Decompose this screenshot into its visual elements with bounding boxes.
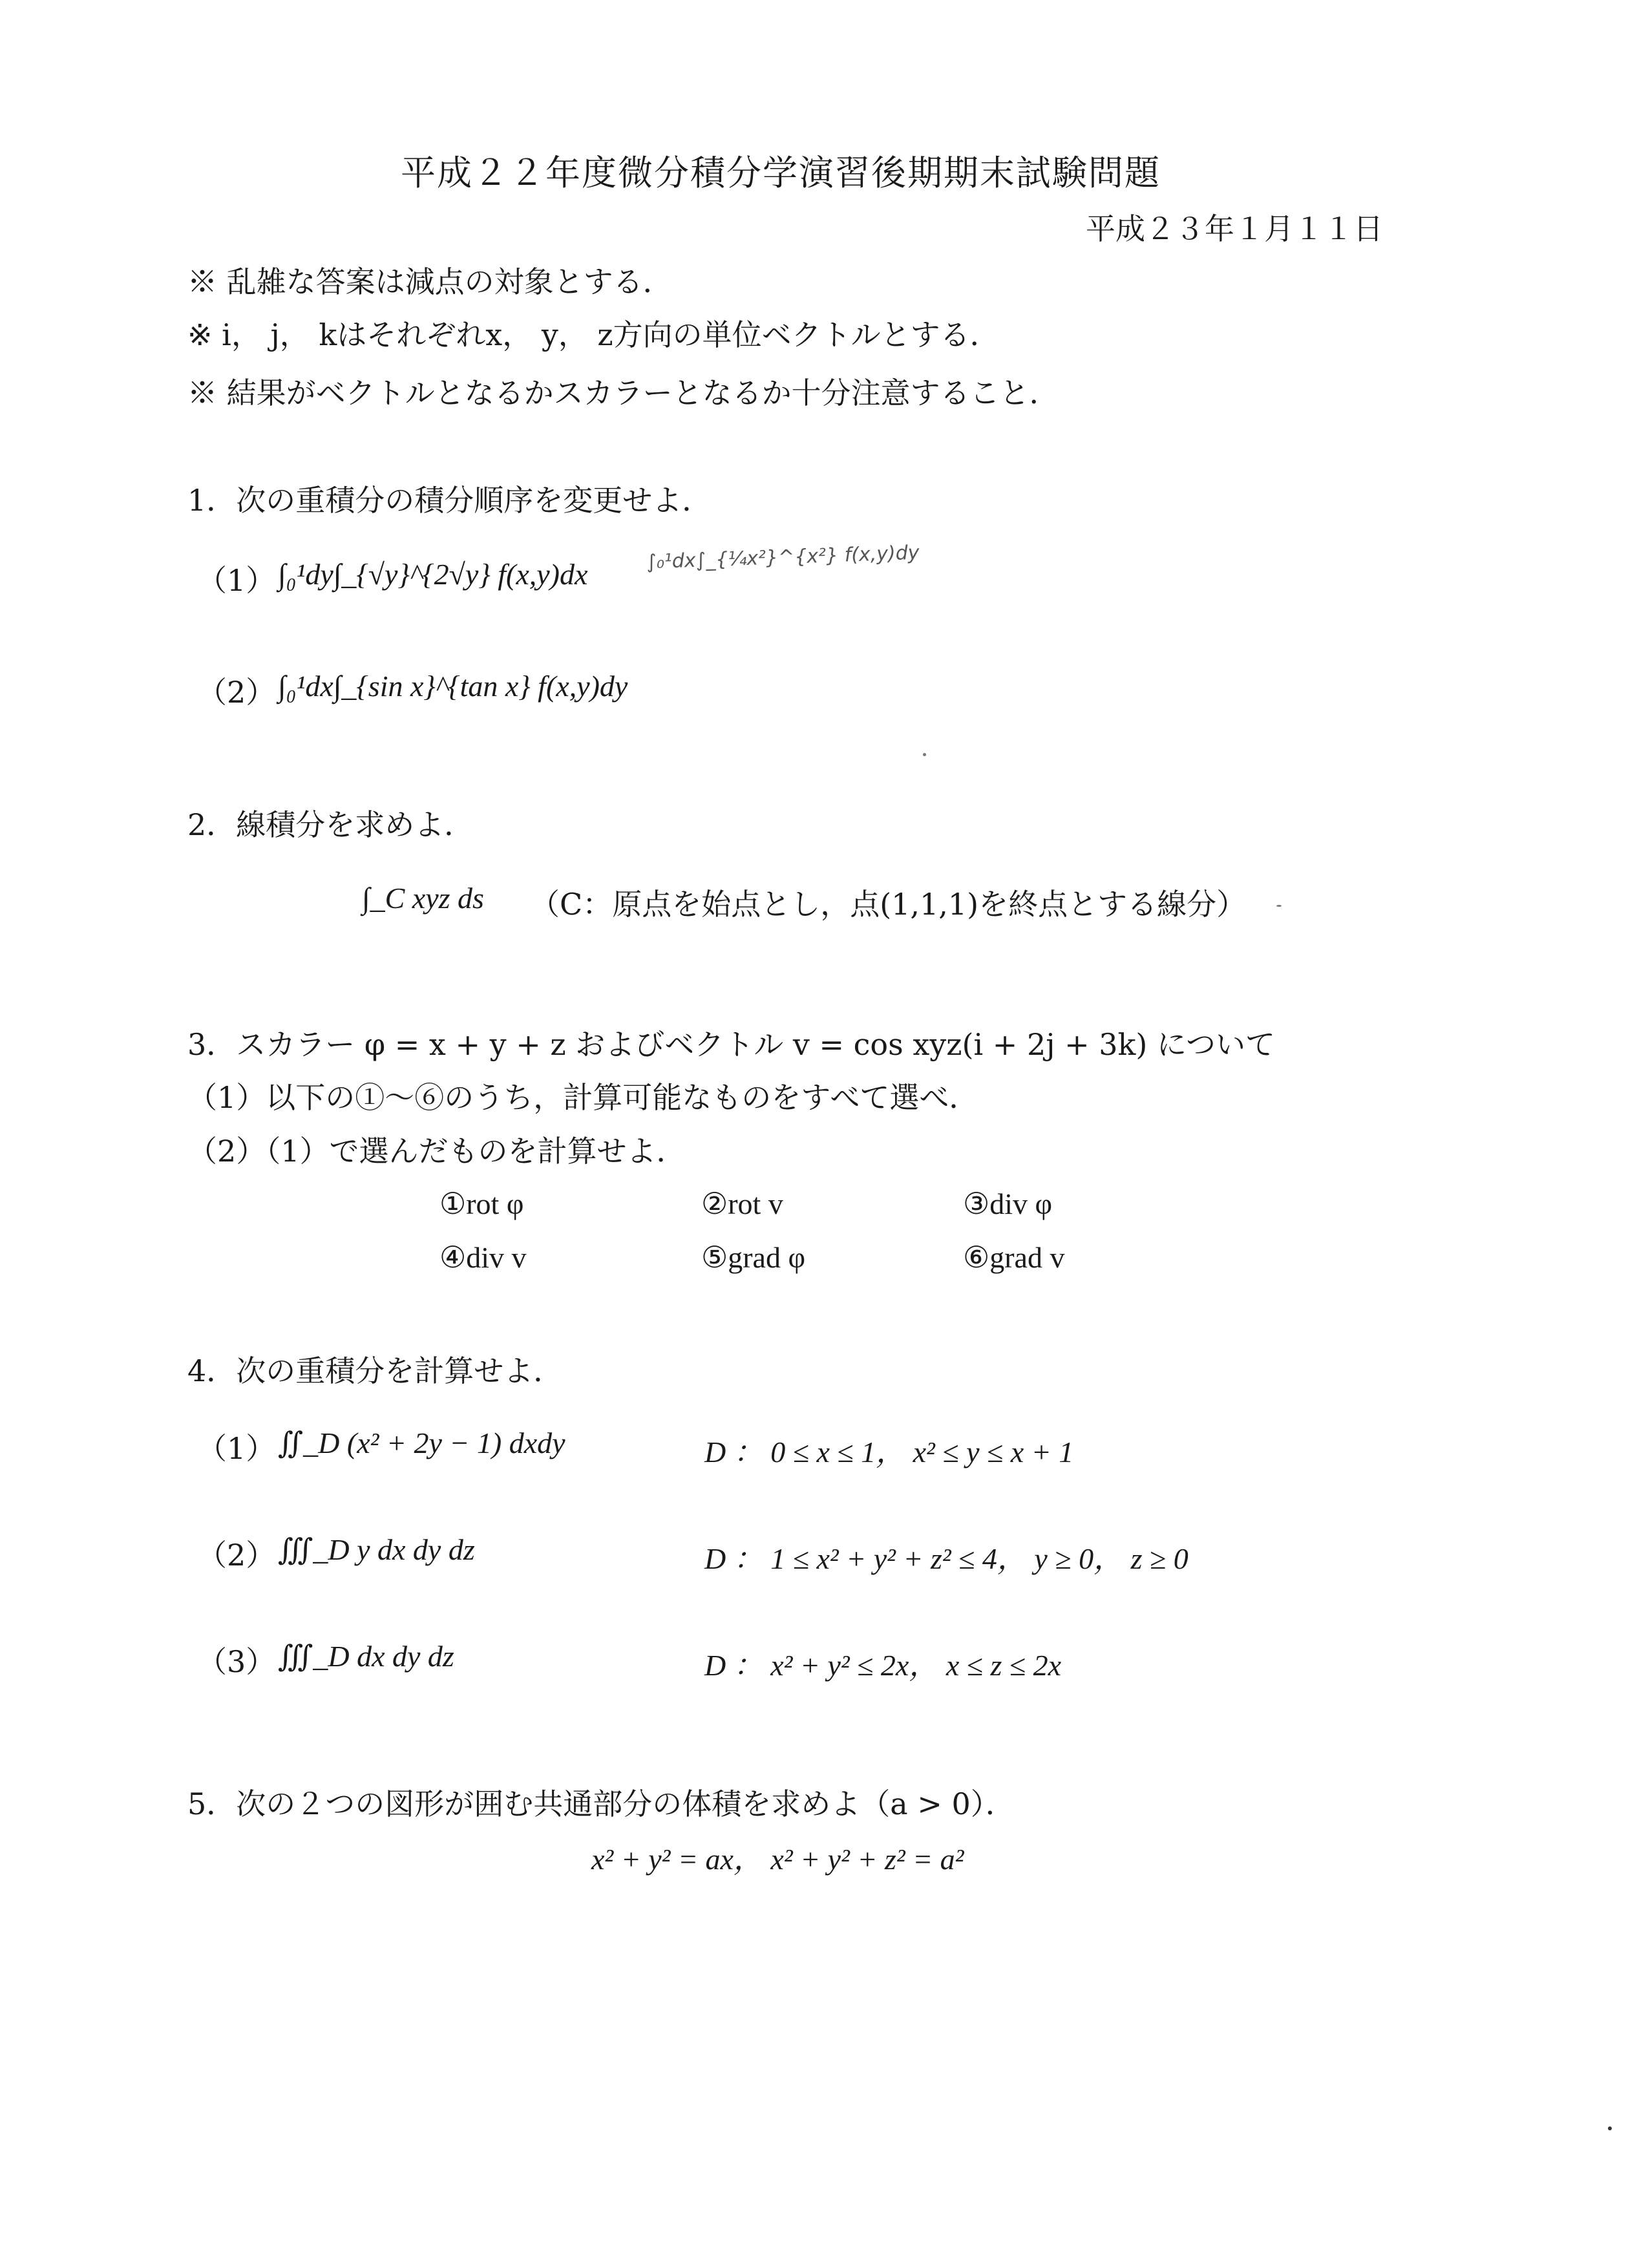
q4-item-3-label: （3）: [197, 1644, 276, 1679]
q3-sub2: （2）（1）で選んだものを計算せよ．: [187, 1134, 686, 1169]
q3-option-5: ⑤grad φ: [701, 1241, 806, 1274]
exam-date: 平成２３年１月１１日: [1086, 211, 1383, 246]
q1-p1-label: （1）: [197, 563, 276, 598]
q2-heading: 2．線積分を求めよ．: [187, 807, 474, 842]
q5-heading: 5．次の２つの図形が囲む共通部分の体積を求めよ（a > 0）．: [187, 1786, 1015, 1821]
note-2: ※ i， j， kはそれぞれx， y， z方向の単位ベクトルとする．: [187, 317, 1000, 352]
q4-item-1-integral: ∬_D (x² + 2y − 1) dxdy: [278, 1426, 565, 1459]
handwritten-answer: ∫₀¹dx∫_{¼x²}^{x²} f(x,y)dy: [646, 541, 920, 574]
q4-item-3-domain: D ： x² + y² ≤ 2x， x ≤ z ≤ 2x: [704, 1649, 1062, 1682]
scan-speck: [1276, 905, 1282, 907]
q3-option-1: ①rot φ: [439, 1187, 524, 1220]
q4-item-2-domain: D ： 1 ≤ x² + y² + z² ≤ 4， y ≥ 0， z ≥ 0: [704, 1542, 1188, 1575]
note-1: ※ 乱雑な答案は減点の対象とする．: [187, 264, 673, 299]
q4-item-1-domain: D ： 0 ≤ x ≤ 1， x² ≤ y ≤ x + 1: [704, 1436, 1074, 1468]
q2-condition: （C：原点を始点とし，点(1,1,1)を終点とする線分）: [530, 887, 1247, 922]
q1-p2-label: （2）: [197, 675, 276, 710]
note-3: ※ 結果がベクトルとなるかスカラーとなるか十分注意すること．: [187, 376, 1059, 410]
q1-heading: 1．次の重積分の積分順序を変更せよ．: [187, 483, 712, 518]
q4-item-3-integral: ∭_D dx dy dz: [278, 1640, 454, 1673]
q3-option-2: ②rot v: [701, 1187, 783, 1220]
q2-line-integral: ∫_C xyz ds: [362, 882, 484, 915]
q3-heading: 3．スカラー φ = x + y + z およびベクトル v = cos xyz(i + 2j + 3k) について: [187, 1027, 1276, 1062]
q3-option-4: ④div v: [439, 1241, 527, 1274]
q4-item-2-integral: ∭_D y dx dy dz: [278, 1533, 475, 1566]
q4-item-2-label: （2）: [197, 1538, 276, 1573]
q1-p2-integral: ∫₀¹dx∫_{sin x}^{tan x} f(x,y)dy: [278, 670, 628, 703]
scan-speck: [1608, 2126, 1612, 2130]
q4-item-1-label: （1）: [197, 1431, 276, 1466]
q3-option-3: ③div φ: [963, 1187, 1053, 1220]
q3-option-6: ⑥grad v: [963, 1241, 1065, 1274]
q3-sub1: （1）以下の①～⑥のうち，計算可能なものをすべて選べ．: [187, 1080, 979, 1115]
q4-heading: 4．次の重積分を計算せよ．: [187, 1353, 564, 1388]
scan-speck: [923, 753, 926, 756]
exam-title: 平成２２年度微分積分学演習後期期末試験問題: [401, 153, 1161, 193]
q5-equations: x² + y² = ax， x² + y² + z² = a²: [591, 1843, 964, 1876]
q1-p1-integral: ∫₀¹dy∫_{√y}^{2√y} f(x,y)dx: [278, 558, 588, 591]
